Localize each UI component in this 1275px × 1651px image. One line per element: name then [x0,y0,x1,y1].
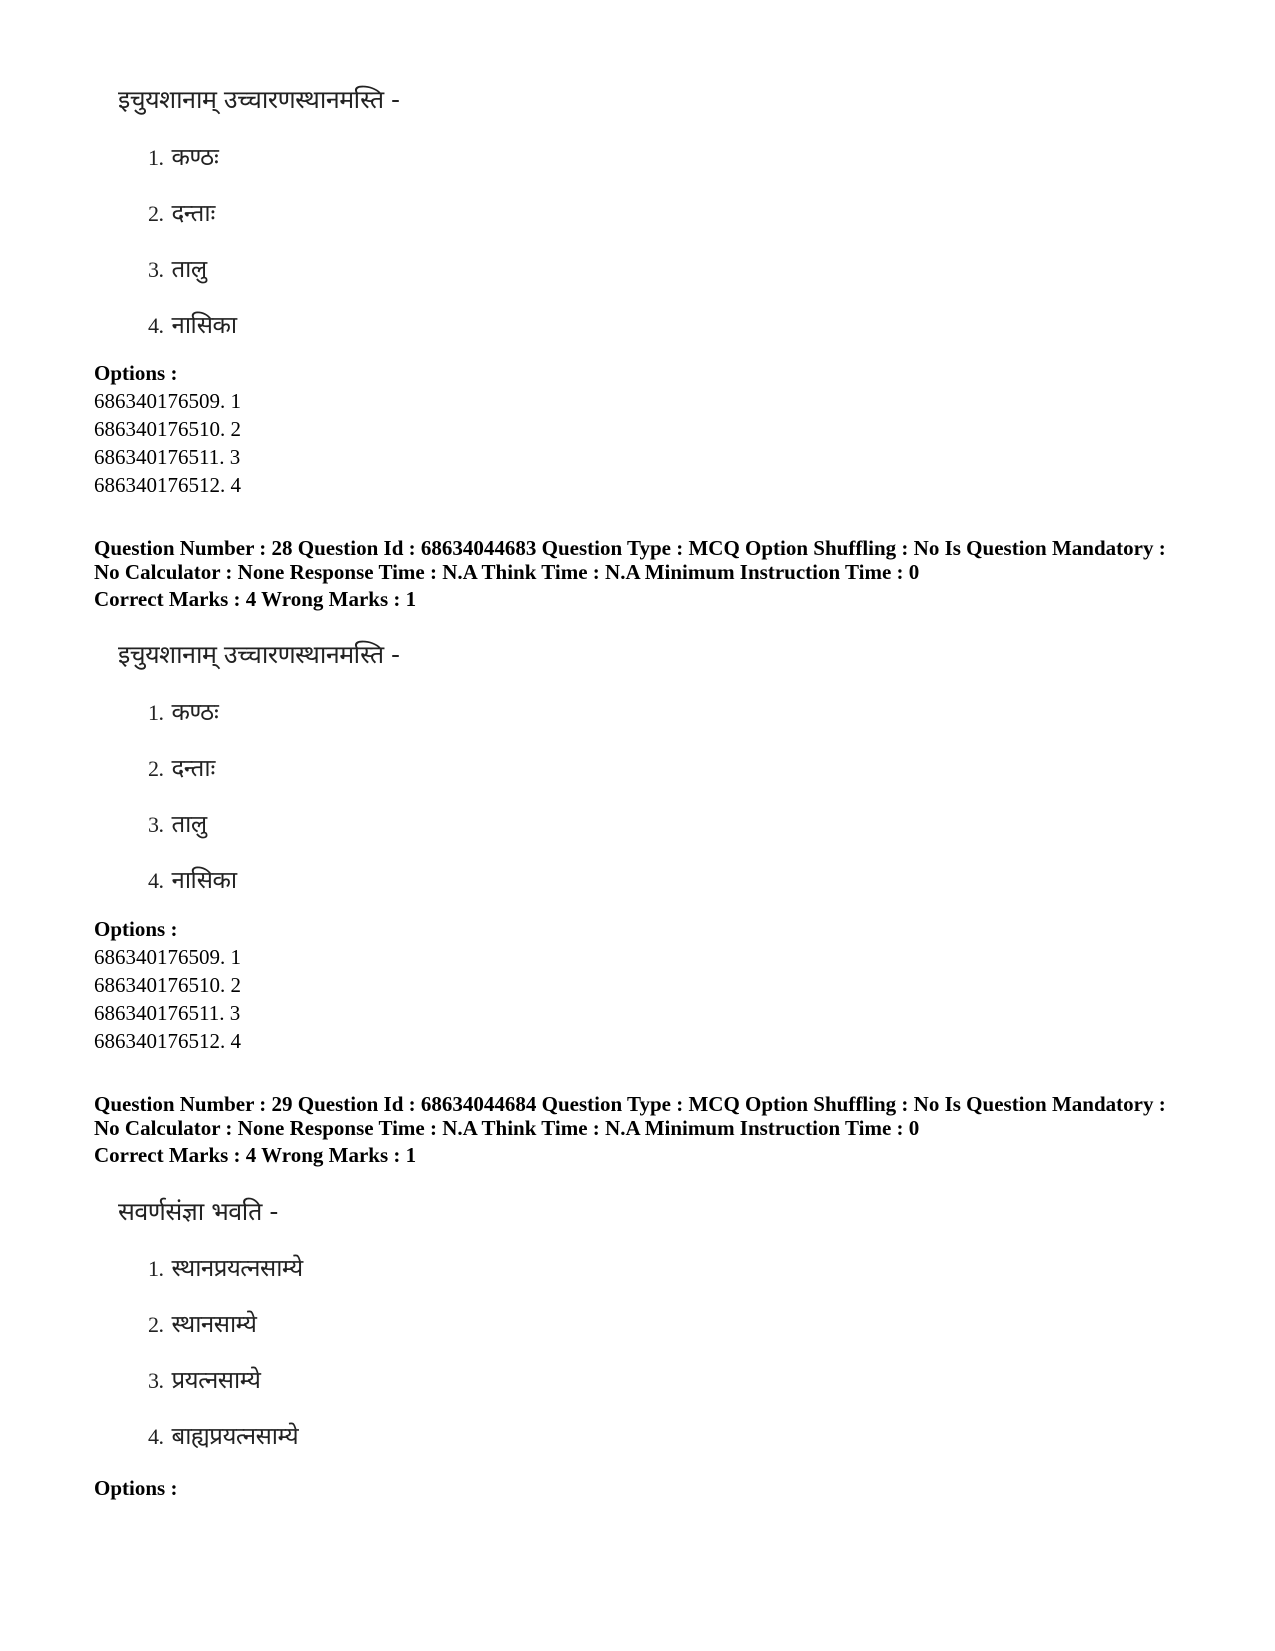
choice-2: 2. दन्ताः [148,199,215,227]
choice-1: 1. स्थानप्रयत्नसाम्ये [148,1254,303,1282]
option-id: 686340176510. 2 [94,417,241,441]
question-meta [94,536,1204,584]
marks-line: Correct Marks : 4 Wrong Marks : 1 [94,1143,417,1167]
question-meta-line-1: Question Number : 28 Question Id : 68634044683 Question Type : MCQ Option Shuffling : No Is Question Mandatory : [94,536,1166,560]
options-label: Options : [94,1476,178,1500]
option-id: 686340176509. 1 [94,945,241,969]
question-meta-line-2: No Calculator : None Response Time : N.A Think Time : N.A Minimum Instruction Time : 0 [94,560,920,584]
choice-4: 4. बाह्यप्रयत्नसाम्ये [148,1422,299,1450]
choice-1: 1. कण्ठः [148,698,219,726]
question-meta [94,1092,1204,1140]
choice-3: 3. तालु [148,255,207,283]
option-id: 686340176510. 2 [94,973,241,997]
choice-4: 4. नासिका [148,866,237,894]
choice-2: 2. स्थानसाम्ये [148,1310,257,1338]
option-id: 686340176511. 3 [94,1001,241,1025]
options-label: Options : [94,917,178,941]
question-text: सवर्णसंज्ञा भवति - [118,1197,278,1226]
option-id: 686340176512. 4 [94,1029,241,1053]
marks-line: Correct Marks : 4 Wrong Marks : 1 [94,587,417,611]
choice-3: 3. प्रयत्नसाम्ये [148,1366,261,1394]
choice-3: 3. तालु [148,810,207,838]
question-text: इचुयशानाम् उच्चारणस्थानमस्ति - [118,85,400,114]
choice-1: 1. कण्ठः [148,143,219,171]
choice-4: 4. नासिका [148,311,237,339]
question-text: इचुयशानाम् उच्चारणस्थानमस्ति - [118,640,400,669]
options-label: Options : [94,361,178,385]
question-meta-line-2: No Calculator : None Response Time : N.A Think Time : N.A Minimum Instruction Time : 0 [94,1116,920,1140]
option-id: 686340176512. 4 [94,473,241,497]
choice-2: 2. दन्ताः [148,754,215,782]
question-meta-line-1: Question Number : 29 Question Id : 68634044684 Question Type : MCQ Option Shuffling : No Is Question Mandatory : [94,1092,1166,1116]
option-id: 686340176509. 1 [94,389,241,413]
option-id: 686340176511. 3 [94,445,241,469]
